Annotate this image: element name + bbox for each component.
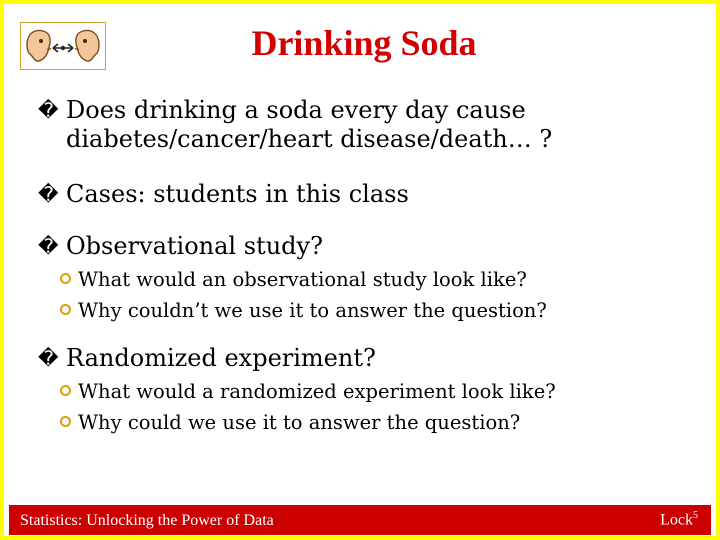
ring-bullet-icon [60,273,71,284]
sub-bullet-observational-1 [60,268,527,291]
bullet-text-line-1: Does drinking a soda every day cause [66,96,526,124]
ring-bullet-icon [60,416,71,427]
bullet-glyph: � [38,346,59,370]
logo [20,22,106,70]
ring-bullet-icon [60,304,71,315]
ring-bullet-icon [60,385,71,396]
footer-author [660,510,698,529]
bullet-glyph: � [38,234,59,258]
sub-bullet-randomized-2 [60,411,520,434]
bullet-text: Cases: students in this class [66,180,409,208]
sub-bullet-observational-2 [60,299,547,322]
bullet-cases [38,180,409,209]
slide-title: Drinking Soda [251,23,477,63]
bullet-observational-study [38,232,323,261]
two-heads-arrows-icon [21,23,105,69]
sub-bullet-text: What would a randomized experiment look like? [78,380,556,403]
sub-bullet-text: What would an observational study look like? [78,268,527,291]
footer-author-name: Lock [660,511,693,529]
bullet-text-line-2: diabetes/cancer/heart disease/death… ? [66,124,553,153]
bullet-text: Randomized experiment? [66,344,376,372]
bullet-randomized-experiment [38,344,376,373]
bullet-causation-question [38,96,552,154]
bullet-glyph: � [38,182,59,206]
bullet-text: Observational study? [66,232,323,260]
sub-bullet-randomized-1 [60,380,556,403]
sub-bullet-text: Why could we use it to answer the question? [78,411,521,434]
sub-bullet-text: Why couldn’t we use it to answer the question? [78,299,547,322]
footer-book-title: Statistics: Unlocking the Power of Data [20,512,274,529]
bullet-glyph: � [38,98,59,122]
footer-author-superscript: 5 [693,510,698,521]
